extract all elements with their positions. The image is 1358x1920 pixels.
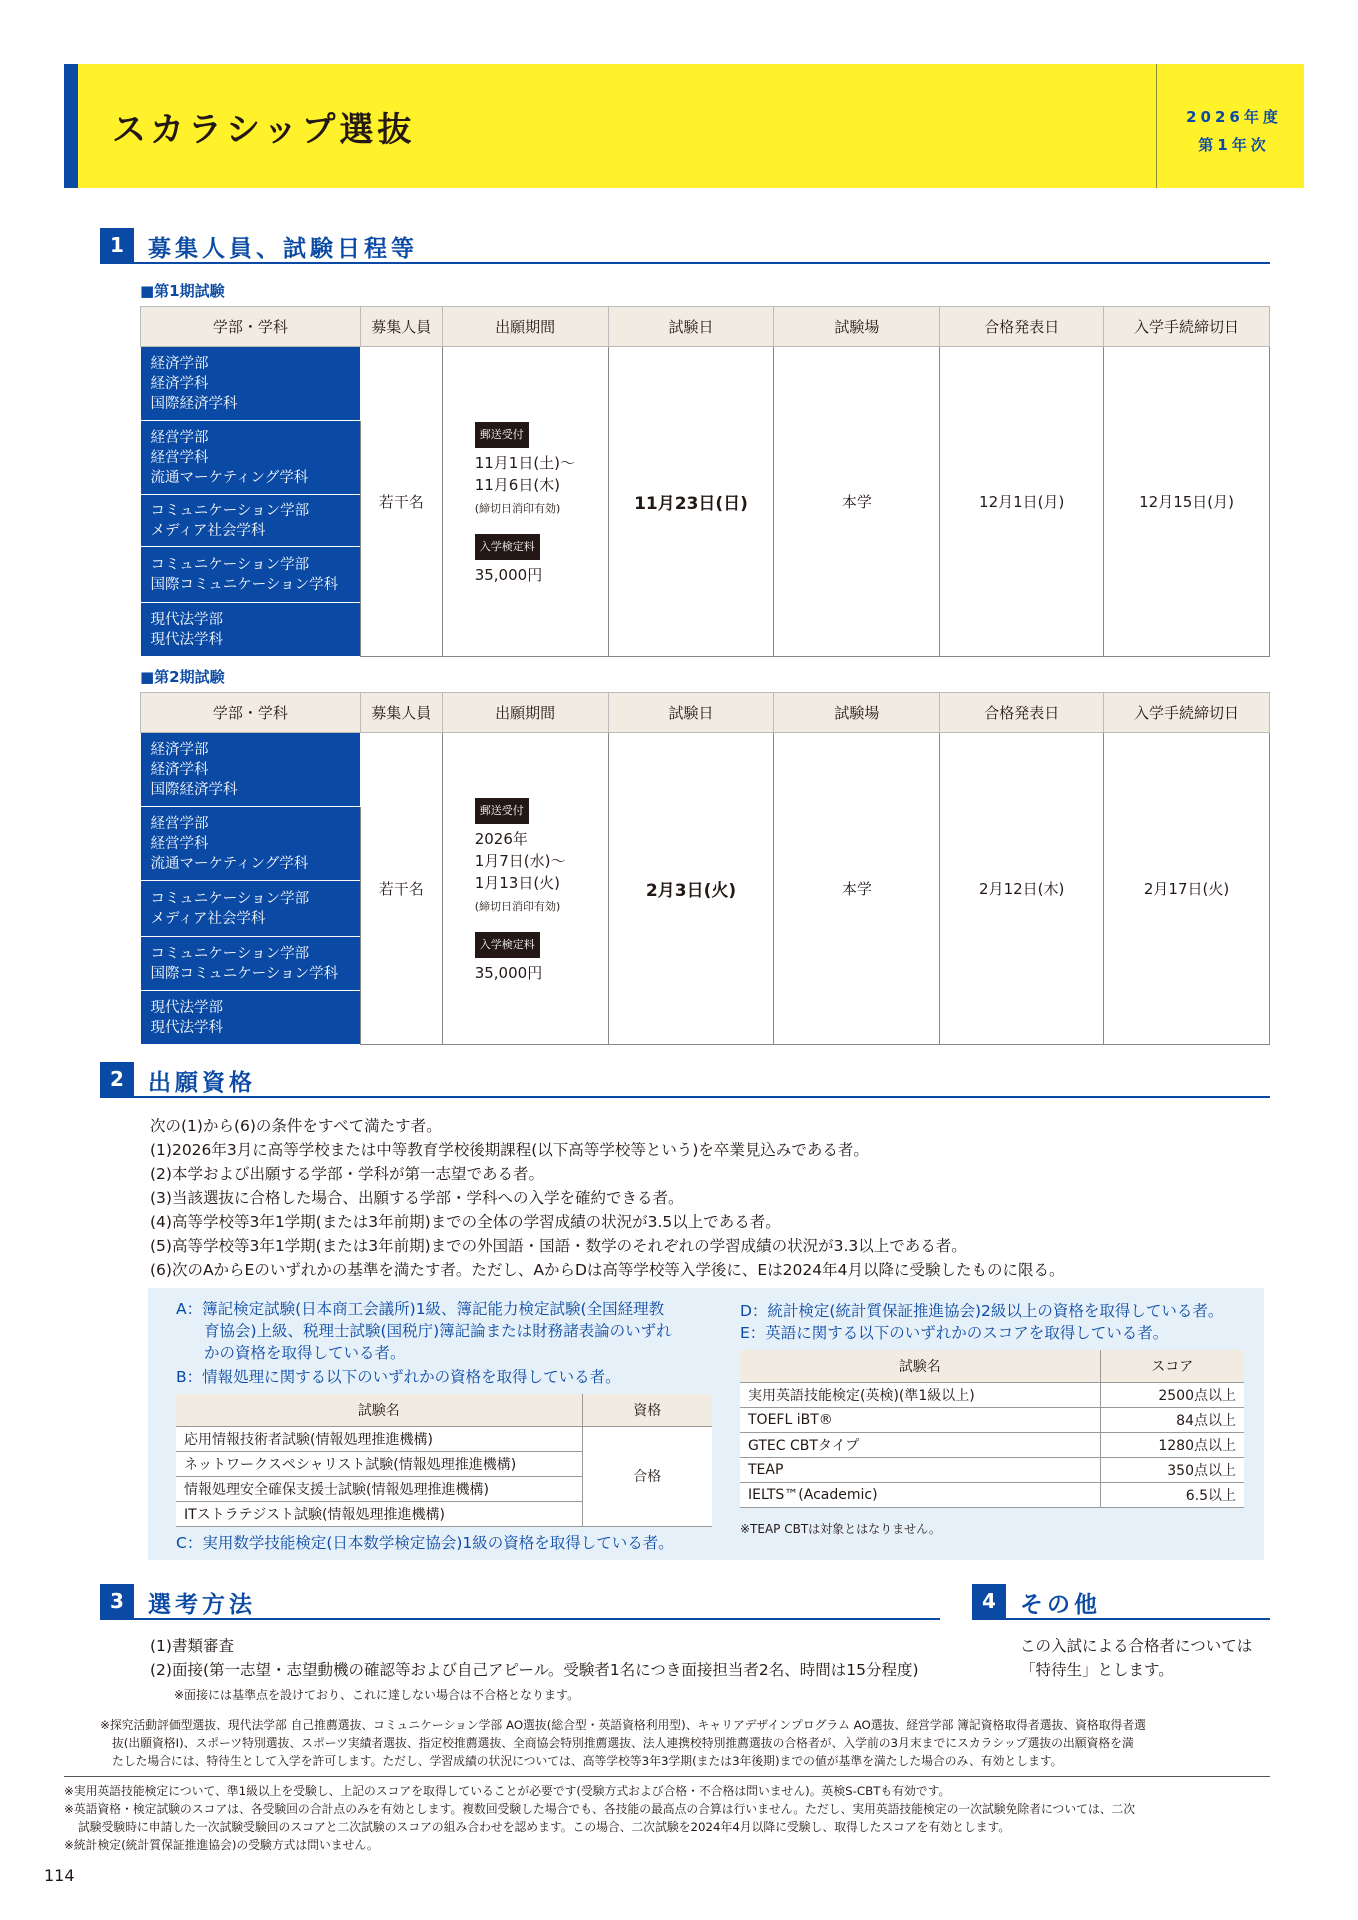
section-rule xyxy=(100,1096,1270,1098)
section-label: 選考方法 xyxy=(148,1592,256,1618)
footnote-3a: ※英語資格・検定試験のスコアは、各受験回の合計点のみを有効とします。複数回受験した場合でも、各技能の最高点の合算は行いません。ただし、実用英語技能検定の一次試験免除者については、二次 xyxy=(64,1802,1136,1816)
score: 6.5以上 xyxy=(1100,1482,1244,1507)
table-row xyxy=(141,347,1270,421)
it-cert-table xyxy=(176,1394,712,1527)
period-end: 11月6日(木) xyxy=(474,475,561,494)
period-cell xyxy=(442,347,608,657)
exam-name: 実用英語技能検定(英検)(準1級以上) xyxy=(740,1382,1100,1407)
header-year: 2026年度 xyxy=(1186,108,1282,126)
col-exam-name: 試験名 xyxy=(740,1350,1100,1382)
footnote-1b: 抜(出願資格I)、スポーツ特別選抜、スポーツ実績者選抜、指定校推薦選抜、全商協会特別推薦選抜、法人連携校特別推薦選抜の合格者が、入学前の3月末までにスカラシップ選抜の出願資格を満 xyxy=(112,1736,1134,1750)
period-end: 1月13日(火) xyxy=(474,873,561,892)
teap-note: ※TEAP CBTは対象とはなりません。 xyxy=(740,1522,941,1536)
dept-cell: コミュニケーション学部 メディア社会学科 xyxy=(141,881,361,937)
header-accent-bar xyxy=(64,64,78,188)
deadline-date: 2月17日(火) xyxy=(1104,733,1270,1045)
footnote-1a: ※探究活動評価型選抜、現代法学部 自己推薦選抜、コミュニケーション学部 AO選抜(総合型・英語資格利用型)、キャリアデザインプログラム AO選抜、経営学部 簿記資格取得者選抜、資格取得者選 xyxy=(100,1718,1146,1732)
col-exam-name: 試験名 xyxy=(176,1394,582,1426)
score: 350点以上 xyxy=(1100,1457,1244,1482)
table-row xyxy=(740,1382,1244,1407)
capacity-cell: 若干名 xyxy=(360,347,442,657)
period-year: 2026年 xyxy=(474,829,528,848)
fee-value: 35,000円 xyxy=(474,565,543,584)
score: 1280点以上 xyxy=(1100,1432,1244,1457)
section-rule xyxy=(100,1618,940,1620)
term2-label: ■第2期試験 xyxy=(140,668,225,686)
dept-cell: コミュニケーション学部 国際コミュニケーション学科 xyxy=(141,937,361,991)
col-qualification: 資格 xyxy=(582,1394,712,1426)
criterion-b: B：情報処理に関する以下のいずれかの資格を取得している者。 xyxy=(176,1368,621,1386)
dept-cell: 経営学部 経営学科 流通マーケティング学科 xyxy=(141,421,361,495)
english-score-table xyxy=(740,1350,1244,1508)
section-number: 4 xyxy=(972,1584,1006,1618)
pass-cell: 合格 xyxy=(582,1426,712,1526)
qual-line: (1)2026年3月に高等学校または中等教育学校後期課程(以下高等学校等という)を卒業見込みである者。 xyxy=(150,1141,869,1159)
section-rule xyxy=(972,1618,1270,1620)
exam-name: ネットワークスペシャリスト試験(情報処理推進機構) xyxy=(176,1451,582,1476)
result-date: 12月1日(月) xyxy=(940,347,1104,657)
term1-table xyxy=(140,306,1270,657)
exam-name: TEAP xyxy=(740,1457,1100,1482)
footnote-4: ※統計検定(統計質保証推進協会)の受験方式は問いません。 xyxy=(64,1838,379,1852)
dept-cell: 現代法学部 現代法学科 xyxy=(141,603,361,657)
footnote-divider xyxy=(64,1776,1270,1777)
col-exam: 試験日 xyxy=(608,307,774,347)
header-divider xyxy=(1156,64,1157,188)
result-date: 2月12日(木) xyxy=(940,733,1104,1045)
section-number: 1 xyxy=(100,228,134,262)
table-row xyxy=(740,1432,1244,1457)
other-line-1: この入試による合格者については xyxy=(1020,1637,1253,1655)
deadline-date: 12月15日(月) xyxy=(1104,347,1270,657)
dept-cell: 現代法学部 現代法学科 xyxy=(141,991,361,1045)
section-3-heading xyxy=(100,1584,940,1618)
period-cell xyxy=(442,733,608,1045)
col-capacity: 募集人員 xyxy=(360,307,442,347)
qual-line: (5)高等学校等3年1学期(または3年前期)までの外国語・国語・数学のそれぞれの学習成績の状況が3.3以上である者。 xyxy=(150,1237,967,1255)
footnote-3b: 試験受験時に申請した一次試験受験回のスコアと二次試験のスコアの組み合わせを認めます。この場合、二次試験を2024年4月以降に受験し、取得したスコアを有効とします。 xyxy=(78,1820,1011,1834)
table-header-row xyxy=(740,1350,1244,1382)
col-exam: 試験日 xyxy=(608,693,774,733)
qual-line: (4)高等学校等3年1学期(または3年前期)までの全体の学習成績の状況が3.5以上である者。 xyxy=(150,1213,781,1231)
col-capacity: 募集人員 xyxy=(360,693,442,733)
page-title: スカラシップ選抜 xyxy=(112,110,416,150)
header-grade: 第1年次 xyxy=(1198,136,1270,154)
col-venue: 試験場 xyxy=(774,307,940,347)
qual-line: 次の(1)から(6)の条件をすべて満たす者。 xyxy=(150,1117,442,1135)
col-result: 合格発表日 xyxy=(940,693,1104,733)
section-label: その他 xyxy=(1020,1592,1101,1618)
footnote-1c: たした場合には、特待生として入学を許可します。ただし、学習成績の状況については、高等学校等3年3学期(または3年後期)までの値が基準を満たした場合のみ、有効とします。 xyxy=(112,1754,1063,1768)
dept-cell: コミュニケーション学部 国際コミュニケーション学科 xyxy=(141,547,361,603)
selection-item-1: (1)書類審査 xyxy=(150,1637,234,1655)
footnote-2: ※実用英語技能検定について、準1級以上を受験し、上記のスコアを取得していることが必要です(受験方式および合格・不合格は問いません)。英検S-CBTも有効です。 xyxy=(64,1784,951,1798)
qual-line: (6)次のAからEのいずれかの基準を満たす者。ただし、AからDは高等学校等入学後に、Eは2024年4月以降に受験したものに限る。 xyxy=(150,1261,1065,1279)
postmark-note: (締切日消印有効) xyxy=(474,501,561,515)
col-dept: 学部・学科 xyxy=(141,307,361,347)
dept-cell: 経済学部 経済学科 国際経済学科 xyxy=(141,347,361,421)
dept-cell: コミュニケーション学部 メディア社会学科 xyxy=(141,495,361,547)
section-label: 出願資格 xyxy=(148,1070,256,1096)
criterion-e: E：英語に関する以下のいずれかのスコアを取得している者。 xyxy=(740,1324,1169,1342)
exam-name: TOEFL iBT® xyxy=(740,1407,1100,1432)
period-start: 11月1日(土)～ xyxy=(474,453,576,472)
section-4-heading xyxy=(972,1584,1270,1618)
col-deadline: 入学手続締切日 xyxy=(1104,307,1270,347)
exam-name: ITストラテジスト試験(情報処理推進機構) xyxy=(176,1501,582,1526)
criterion-d: D：統計検定(統計質保証推進協会)2級以上の資格を取得している者。 xyxy=(740,1302,1224,1320)
section-number: 3 xyxy=(100,1584,134,1618)
dept-cell: 経営学部 経営学科 流通マーケティング学科 xyxy=(141,807,361,881)
col-period: 出願期間 xyxy=(442,693,608,733)
header-band xyxy=(64,64,1304,188)
criterion-a-line3: かの資格を取得している者。 xyxy=(204,1344,406,1362)
fee-tag: 入学検定料 xyxy=(475,932,540,958)
exam-name: IELTS™(Academic) xyxy=(740,1482,1100,1507)
score: 2500点以上 xyxy=(1100,1382,1244,1407)
venue-cell: 本学 xyxy=(774,733,940,1045)
exam-date: 11月23日(日) xyxy=(608,347,774,657)
term2-table xyxy=(140,692,1270,1045)
fee-tag: 入学検定料 xyxy=(475,534,540,560)
table-row xyxy=(740,1482,1244,1507)
exam-name: 応用情報技術者試験(情報処理推進機構) xyxy=(176,1426,582,1451)
table-row xyxy=(176,1426,712,1451)
venue-cell: 本学 xyxy=(774,347,940,657)
fee-value: 35,000円 xyxy=(474,963,543,982)
exam-name: GTEC CBTタイプ xyxy=(740,1432,1100,1457)
criterion-c: C：実用数学技能検定(日本数学検定協会)1級の資格を取得している者。 xyxy=(176,1534,674,1552)
section-label: 募集人員、試験日程等 xyxy=(148,236,418,262)
table-row xyxy=(740,1457,1244,1482)
criterion-a-line1: A：簿記検定試験(日本商工会議所)1級、簿記能力検定試験(全国経理教 xyxy=(176,1300,665,1318)
period-start: 1月7日(水)～ xyxy=(474,851,566,870)
table-header-row xyxy=(141,307,1270,347)
other-line-2: 「特待生」とします。 xyxy=(1020,1661,1174,1679)
interview-note: ※面接には基準点を設けており、これに達しない場合は不合格となります。 xyxy=(174,1688,580,1702)
col-deadline: 入学手続締切日 xyxy=(1104,693,1270,733)
qualification-list xyxy=(150,1114,1065,1282)
col-venue: 試験場 xyxy=(774,693,940,733)
selection-item-2: (2)面接(第一志望・志望動機の確認等および自己アピール。受験者1名につき面接担当者2名、時間は15分程度) xyxy=(150,1661,919,1679)
postmark-note: (締切日消印有効) xyxy=(474,899,561,913)
qual-line: (3)当該選抜に合格した場合、出願する学部・学科への入学を確約できる者。 xyxy=(150,1189,684,1207)
col-result: 合格発表日 xyxy=(940,307,1104,347)
capacity-cell: 若干名 xyxy=(360,733,442,1045)
table-header-row xyxy=(176,1394,712,1426)
col-score: スコア xyxy=(1100,1350,1244,1382)
term1-label: ■第1期試験 xyxy=(140,282,225,300)
page-number: 114 xyxy=(44,1866,75,1885)
mail-tag: 郵送受付 xyxy=(475,798,529,824)
section-rule xyxy=(100,262,1270,264)
table-row xyxy=(141,733,1270,807)
dept-cell: 経済学部 経済学科 国際経済学科 xyxy=(141,733,361,807)
exam-date: 2月3日(火) xyxy=(608,733,774,1045)
mail-tag: 郵送受付 xyxy=(475,422,529,448)
score: 84点以上 xyxy=(1100,1407,1244,1432)
table-row xyxy=(740,1407,1244,1432)
table-header-row xyxy=(141,693,1270,733)
col-dept: 学部・学科 xyxy=(141,693,361,733)
section-2-heading xyxy=(100,1062,1270,1096)
section-number: 2 xyxy=(100,1062,134,1096)
exam-name: 情報処理安全確保支援士試験(情報処理推進機構) xyxy=(176,1476,582,1501)
col-period: 出願期間 xyxy=(442,307,608,347)
section-1-heading xyxy=(100,228,1270,262)
criterion-a-line2: 育協会)上級、税理士試験(国税庁)簿記論または財務諸表論のいずれ xyxy=(204,1322,672,1340)
qual-line: (2)本学および出願する学部・学科が第一志望である者。 xyxy=(150,1165,544,1183)
